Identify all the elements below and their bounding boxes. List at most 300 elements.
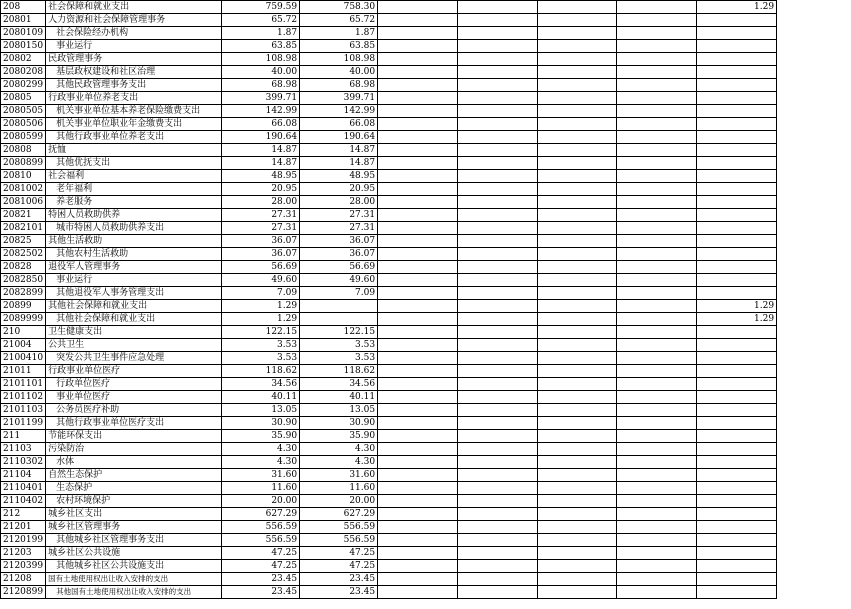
amount-cell[interactable] — [697, 534, 777, 547]
amount-cell[interactable]: 31.60 — [222, 469, 300, 482]
subject-code-cell[interactable]: 20805 — [1, 92, 46, 105]
amount-cell[interactable]: 36.07 — [222, 235, 300, 248]
amount-cell[interactable] — [458, 92, 538, 105]
amount-cell[interactable] — [458, 274, 538, 287]
amount-cell[interactable] — [538, 66, 617, 79]
amount-cell[interactable] — [378, 404, 458, 417]
amount-cell[interactable]: 40.00 — [222, 66, 300, 79]
amount-cell[interactable] — [697, 508, 777, 521]
amount-cell[interactable] — [458, 235, 538, 248]
subject-name-cell[interactable]: 公共卫生 — [46, 339, 222, 352]
amount-cell[interactable]: 23.45 — [222, 586, 300, 599]
amount-cell[interactable]: 758.30 — [300, 1, 378, 14]
amount-cell[interactable] — [378, 300, 458, 313]
amount-cell[interactable] — [378, 339, 458, 352]
amount-cell[interactable] — [697, 274, 777, 287]
amount-cell[interactable] — [538, 560, 617, 573]
amount-cell[interactable] — [617, 92, 697, 105]
amount-cell[interactable] — [697, 495, 777, 508]
subject-name-cell[interactable]: 公务员医疗补助 — [46, 404, 222, 417]
amount-cell[interactable] — [378, 105, 458, 118]
amount-cell[interactable] — [378, 1, 458, 14]
amount-cell[interactable] — [458, 261, 538, 274]
amount-cell[interactable] — [378, 40, 458, 53]
amount-cell[interactable]: 118.62 — [222, 365, 300, 378]
amount-cell[interactable] — [617, 547, 697, 560]
amount-cell[interactable] — [538, 131, 617, 144]
subject-code-cell[interactable]: 2120899 — [1, 586, 46, 599]
amount-cell[interactable] — [697, 261, 777, 274]
amount-cell[interactable] — [378, 365, 458, 378]
amount-cell[interactable] — [378, 456, 458, 469]
amount-cell[interactable] — [538, 482, 617, 495]
subject-code-cell[interactable]: 21103 — [1, 443, 46, 456]
amount-cell[interactable] — [378, 235, 458, 248]
subject-name-cell[interactable]: 其他城乡社区管理事务支出 — [46, 534, 222, 547]
amount-cell[interactable]: 48.95 — [300, 170, 378, 183]
amount-cell[interactable] — [538, 365, 617, 378]
subject-code-cell[interactable]: 2080505 — [1, 105, 46, 118]
subject-code-cell[interactable]: 2080150 — [1, 40, 46, 53]
subject-code-cell[interactable]: 21104 — [1, 469, 46, 482]
amount-cell[interactable] — [617, 53, 697, 66]
amount-cell[interactable]: 11.60 — [222, 482, 300, 495]
amount-cell[interactable] — [697, 560, 777, 573]
amount-cell[interactable] — [617, 170, 697, 183]
amount-cell[interactable]: 108.98 — [222, 53, 300, 66]
subject-code-cell[interactable]: 2080208 — [1, 66, 46, 79]
amount-cell[interactable] — [538, 586, 617, 599]
subject-name-cell[interactable]: 行政事业单位养老支出 — [46, 92, 222, 105]
amount-cell[interactable]: 7.09 — [300, 287, 378, 300]
amount-cell[interactable] — [378, 534, 458, 547]
subject-code-cell[interactable]: 2120399 — [1, 560, 46, 573]
amount-cell[interactable] — [458, 417, 538, 430]
subject-name-cell[interactable]: 其他行政事业单位医疗支出 — [46, 417, 222, 430]
amount-cell[interactable]: 56.69 — [222, 261, 300, 274]
amount-cell[interactable] — [458, 573, 538, 586]
amount-cell[interactable] — [617, 469, 697, 482]
subject-code-cell[interactable]: 2110302 — [1, 456, 46, 469]
amount-cell[interactable] — [378, 508, 458, 521]
amount-cell[interactable] — [697, 170, 777, 183]
amount-cell[interactable]: 30.90 — [222, 417, 300, 430]
subject-name-cell[interactable]: 其他行政事业单位养老支出 — [46, 131, 222, 144]
subject-code-cell[interactable]: 2082101 — [1, 222, 46, 235]
amount-cell[interactable]: 556.59 — [300, 521, 378, 534]
amount-cell[interactable] — [617, 157, 697, 170]
subject-name-cell[interactable]: 特困人员救助供养 — [46, 209, 222, 222]
subject-name-cell[interactable]: 机关事业单位职业年金缴费支出 — [46, 118, 222, 131]
amount-cell[interactable] — [617, 40, 697, 53]
amount-cell[interactable] — [697, 339, 777, 352]
amount-cell[interactable] — [538, 521, 617, 534]
amount-cell[interactable]: 68.98 — [222, 79, 300, 92]
amount-cell[interactable] — [458, 469, 538, 482]
amount-cell[interactable] — [458, 404, 538, 417]
amount-cell[interactable]: 142.99 — [300, 105, 378, 118]
subject-code-cell[interactable]: 21011 — [1, 365, 46, 378]
amount-cell[interactable] — [458, 183, 538, 196]
subject-name-cell[interactable]: 国有土地使用权出让收入安排的支出 — [46, 573, 222, 586]
amount-cell[interactable] — [617, 222, 697, 235]
amount-cell[interactable] — [458, 209, 538, 222]
amount-cell[interactable] — [378, 378, 458, 391]
subject-name-cell[interactable]: 其他社会保障和就业支出 — [46, 313, 222, 326]
subject-name-cell[interactable]: 农村环境保护 — [46, 495, 222, 508]
amount-cell[interactable]: 4.30 — [222, 443, 300, 456]
amount-cell[interactable] — [697, 456, 777, 469]
amount-cell[interactable]: 7.09 — [222, 287, 300, 300]
amount-cell[interactable]: 20.00 — [300, 495, 378, 508]
amount-cell[interactable] — [378, 14, 458, 27]
amount-cell[interactable] — [538, 92, 617, 105]
amount-cell[interactable] — [378, 27, 458, 40]
amount-cell[interactable]: 68.98 — [300, 79, 378, 92]
amount-cell[interactable]: 142.99 — [222, 105, 300, 118]
subject-code-cell[interactable]: 2080299 — [1, 79, 46, 92]
subject-code-cell[interactable]: 2101102 — [1, 391, 46, 404]
subject-name-cell[interactable]: 城乡社区管理事务 — [46, 521, 222, 534]
amount-cell[interactable] — [378, 560, 458, 573]
amount-cell[interactable] — [697, 365, 777, 378]
amount-cell[interactable] — [617, 365, 697, 378]
amount-cell[interactable] — [538, 53, 617, 66]
amount-cell[interactable] — [538, 157, 617, 170]
subject-code-cell[interactable]: 20821 — [1, 209, 46, 222]
amount-cell[interactable] — [538, 183, 617, 196]
subject-code-cell[interactable]: 21004 — [1, 339, 46, 352]
amount-cell[interactable] — [458, 27, 538, 40]
amount-cell[interactable]: 399.71 — [300, 92, 378, 105]
subject-code-cell[interactable]: 2101103 — [1, 404, 46, 417]
amount-cell[interactable] — [538, 326, 617, 339]
amount-cell[interactable] — [617, 495, 697, 508]
amount-cell[interactable]: 23.45 — [300, 586, 378, 599]
subject-name-cell[interactable]: 污染防治 — [46, 443, 222, 456]
amount-cell[interactable] — [697, 209, 777, 222]
amount-cell[interactable] — [538, 430, 617, 443]
amount-cell[interactable] — [697, 79, 777, 92]
amount-cell[interactable] — [378, 183, 458, 196]
amount-cell[interactable] — [538, 469, 617, 482]
amount-cell[interactable] — [458, 378, 538, 391]
amount-cell[interactable]: 28.00 — [222, 196, 300, 209]
amount-cell[interactable] — [458, 521, 538, 534]
amount-cell[interactable] — [697, 521, 777, 534]
amount-cell[interactable]: 36.07 — [300, 248, 378, 261]
amount-cell[interactable]: 190.64 — [222, 131, 300, 144]
amount-cell[interactable]: 1.29 — [222, 300, 300, 313]
amount-cell[interactable] — [538, 235, 617, 248]
amount-cell[interactable] — [378, 430, 458, 443]
amount-cell[interactable]: 3.53 — [300, 339, 378, 352]
amount-cell[interactable] — [697, 248, 777, 261]
amount-cell[interactable]: 399.71 — [222, 92, 300, 105]
subject-code-cell[interactable]: 2080899 — [1, 157, 46, 170]
subject-name-cell[interactable]: 其他农村生活救助 — [46, 248, 222, 261]
amount-cell[interactable] — [617, 144, 697, 157]
amount-cell[interactable] — [458, 222, 538, 235]
amount-cell[interactable] — [697, 586, 777, 599]
subject-code-cell[interactable]: 2101101 — [1, 378, 46, 391]
subject-name-cell[interactable]: 社会福利 — [46, 170, 222, 183]
amount-cell[interactable] — [458, 40, 538, 53]
subject-name-cell[interactable]: 事业运行 — [46, 40, 222, 53]
amount-cell[interactable] — [617, 560, 697, 573]
amount-cell[interactable] — [378, 547, 458, 560]
amount-cell[interactable] — [697, 66, 777, 79]
amount-cell[interactable] — [617, 378, 697, 391]
amount-cell[interactable] — [697, 183, 777, 196]
subject-name-cell[interactable]: 生态保护 — [46, 482, 222, 495]
subject-code-cell[interactable]: 20802 — [1, 53, 46, 66]
amount-cell[interactable] — [697, 547, 777, 560]
amount-cell[interactable] — [538, 118, 617, 131]
amount-cell[interactable]: 759.59 — [222, 1, 300, 14]
amount-cell[interactable]: 65.72 — [300, 14, 378, 27]
amount-cell[interactable] — [458, 547, 538, 560]
amount-cell[interactable]: 3.53 — [300, 352, 378, 365]
amount-cell[interactable] — [697, 196, 777, 209]
amount-cell[interactable]: 122.15 — [222, 326, 300, 339]
subject-code-cell[interactable]: 2081002 — [1, 183, 46, 196]
amount-cell[interactable] — [697, 404, 777, 417]
amount-cell[interactable] — [697, 53, 777, 66]
subject-name-cell[interactable]: 其他退役军人事务管理支出 — [46, 287, 222, 300]
amount-cell[interactable]: 13.05 — [222, 404, 300, 417]
amount-cell[interactable] — [458, 144, 538, 157]
amount-cell[interactable]: 556.59 — [300, 534, 378, 547]
subject-name-cell[interactable]: 机关事业单位基本养老保险缴费支出 — [46, 105, 222, 118]
subject-code-cell[interactable]: 212 — [1, 508, 46, 521]
amount-cell[interactable] — [697, 391, 777, 404]
subject-name-cell[interactable]: 其他生活救助 — [46, 235, 222, 248]
amount-cell[interactable] — [538, 313, 617, 326]
amount-cell[interactable] — [617, 1, 697, 14]
amount-cell[interactable]: 20.95 — [300, 183, 378, 196]
subject-code-cell[interactable]: 2082502 — [1, 248, 46, 261]
amount-cell[interactable] — [538, 547, 617, 560]
amount-cell[interactable]: 34.56 — [300, 378, 378, 391]
amount-cell[interactable] — [697, 352, 777, 365]
amount-cell[interactable] — [458, 365, 538, 378]
amount-cell[interactable] — [538, 274, 617, 287]
amount-cell[interactable] — [697, 417, 777, 430]
amount-cell[interactable] — [458, 14, 538, 27]
amount-cell[interactable] — [458, 170, 538, 183]
amount-cell[interactable]: 556.59 — [222, 534, 300, 547]
amount-cell[interactable] — [378, 521, 458, 534]
amount-cell[interactable]: 49.60 — [222, 274, 300, 287]
amount-cell[interactable] — [378, 92, 458, 105]
amount-cell[interactable] — [617, 534, 697, 547]
amount-cell[interactable] — [697, 40, 777, 53]
amount-cell[interactable]: 20.00 — [222, 495, 300, 508]
amount-cell[interactable] — [617, 27, 697, 40]
amount-cell[interactable] — [538, 248, 617, 261]
amount-cell[interactable] — [617, 326, 697, 339]
amount-cell[interactable] — [697, 430, 777, 443]
amount-cell[interactable] — [458, 157, 538, 170]
amount-cell[interactable] — [697, 482, 777, 495]
amount-cell[interactable]: 122.15 — [300, 326, 378, 339]
amount-cell[interactable] — [538, 170, 617, 183]
amount-cell[interactable]: 3.53 — [222, 352, 300, 365]
amount-cell[interactable] — [538, 79, 617, 92]
amount-cell[interactable] — [697, 222, 777, 235]
amount-cell[interactable]: 31.60 — [300, 469, 378, 482]
subject-code-cell[interactable]: 2080599 — [1, 131, 46, 144]
subject-name-cell[interactable]: 卫生健康支出 — [46, 326, 222, 339]
amount-cell[interactable]: 11.60 — [300, 482, 378, 495]
amount-cell[interactable] — [617, 586, 697, 599]
amount-cell[interactable] — [458, 300, 538, 313]
subject-code-cell[interactable]: 2100410 — [1, 352, 46, 365]
amount-cell[interactable]: 35.90 — [222, 430, 300, 443]
amount-cell[interactable] — [538, 222, 617, 235]
subject-code-cell[interactable]: 2082850 — [1, 274, 46, 287]
amount-cell[interactable]: 4.30 — [300, 443, 378, 456]
amount-cell[interactable] — [378, 118, 458, 131]
amount-cell[interactable] — [538, 391, 617, 404]
amount-cell[interactable] — [697, 157, 777, 170]
amount-cell[interactable]: 627.29 — [300, 508, 378, 521]
subject-code-cell[interactable]: 20899 — [1, 300, 46, 313]
amount-cell[interactable]: 27.31 — [300, 222, 378, 235]
amount-cell[interactable]: 36.07 — [222, 248, 300, 261]
amount-cell[interactable] — [458, 105, 538, 118]
subject-name-cell[interactable]: 其他民政管理事务支出 — [46, 79, 222, 92]
amount-cell[interactable]: 48.95 — [222, 170, 300, 183]
amount-cell[interactable]: 20.95 — [222, 183, 300, 196]
amount-cell[interactable] — [697, 235, 777, 248]
amount-cell[interactable] — [458, 391, 538, 404]
subject-name-cell[interactable]: 城市特困人员救助供养支出 — [46, 222, 222, 235]
amount-cell[interactable] — [458, 482, 538, 495]
amount-cell[interactable]: 56.69 — [300, 261, 378, 274]
amount-cell[interactable] — [617, 131, 697, 144]
amount-cell[interactable] — [538, 196, 617, 209]
amount-cell[interactable] — [378, 66, 458, 79]
amount-cell[interactable] — [378, 326, 458, 339]
amount-cell[interactable] — [617, 287, 697, 300]
amount-cell[interactable] — [538, 378, 617, 391]
subject-name-cell[interactable]: 其他国有土地使用权出让收入安排的支出 — [46, 586, 222, 599]
amount-cell[interactable]: 1.29 — [697, 313, 777, 326]
amount-cell[interactable]: 40.11 — [222, 391, 300, 404]
amount-cell[interactable] — [617, 456, 697, 469]
subject-name-cell[interactable]: 行政事业单位医疗 — [46, 365, 222, 378]
amount-cell[interactable]: 23.45 — [222, 573, 300, 586]
amount-cell[interactable] — [617, 209, 697, 222]
subject-code-cell[interactable]: 2120199 — [1, 534, 46, 547]
amount-cell[interactable] — [697, 144, 777, 157]
amount-cell[interactable] — [538, 209, 617, 222]
amount-cell[interactable] — [617, 443, 697, 456]
amount-cell[interactable] — [538, 573, 617, 586]
amount-cell[interactable] — [378, 222, 458, 235]
subject-code-cell[interactable]: 2080109 — [1, 27, 46, 40]
amount-cell[interactable] — [300, 313, 378, 326]
amount-cell[interactable] — [697, 378, 777, 391]
amount-cell[interactable] — [458, 352, 538, 365]
amount-cell[interactable] — [378, 144, 458, 157]
amount-cell[interactable]: 65.72 — [222, 14, 300, 27]
amount-cell[interactable]: 34.56 — [222, 378, 300, 391]
subject-code-cell[interactable]: 20825 — [1, 235, 46, 248]
amount-cell[interactable] — [697, 573, 777, 586]
amount-cell[interactable] — [617, 248, 697, 261]
subject-name-cell[interactable]: 自然生态保护 — [46, 469, 222, 482]
amount-cell[interactable]: 1.29 — [697, 300, 777, 313]
amount-cell[interactable] — [458, 586, 538, 599]
amount-cell[interactable] — [378, 79, 458, 92]
amount-cell[interactable]: 47.25 — [300, 547, 378, 560]
subject-code-cell[interactable]: 21208 — [1, 573, 46, 586]
amount-cell[interactable]: 40.00 — [300, 66, 378, 79]
amount-cell[interactable] — [458, 430, 538, 443]
amount-cell[interactable] — [458, 495, 538, 508]
amount-cell[interactable]: 4.30 — [222, 456, 300, 469]
amount-cell[interactable] — [617, 573, 697, 586]
amount-cell[interactable] — [617, 313, 697, 326]
amount-cell[interactable]: 36.07 — [300, 235, 378, 248]
amount-cell[interactable]: 40.11 — [300, 391, 378, 404]
amount-cell[interactable] — [617, 417, 697, 430]
amount-cell[interactable] — [697, 105, 777, 118]
amount-cell[interactable] — [538, 417, 617, 430]
subject-name-cell[interactable]: 行政单位医疗 — [46, 378, 222, 391]
subject-name-cell[interactable]: 社会保障和就业支出 — [46, 1, 222, 14]
subject-code-cell[interactable]: 20801 — [1, 14, 46, 27]
amount-cell[interactable] — [538, 261, 617, 274]
amount-cell[interactable] — [378, 170, 458, 183]
amount-cell[interactable]: 28.00 — [300, 196, 378, 209]
amount-cell[interactable] — [378, 248, 458, 261]
amount-cell[interactable]: 49.60 — [300, 274, 378, 287]
amount-cell[interactable]: 14.87 — [300, 144, 378, 157]
subject-name-cell[interactable]: 人力资源和社会保障管理事务 — [46, 14, 222, 27]
amount-cell[interactable]: 47.25 — [222, 547, 300, 560]
amount-cell[interactable] — [458, 248, 538, 261]
amount-cell[interactable] — [538, 339, 617, 352]
amount-cell[interactable]: 35.90 — [300, 430, 378, 443]
amount-cell[interactable] — [378, 482, 458, 495]
amount-cell[interactable]: 1.87 — [300, 27, 378, 40]
subject-name-cell[interactable]: 社会保险经办机构 — [46, 27, 222, 40]
amount-cell[interactable] — [617, 79, 697, 92]
subject-code-cell[interactable]: 210 — [1, 326, 46, 339]
amount-cell[interactable] — [538, 287, 617, 300]
amount-cell[interactable]: 27.31 — [300, 209, 378, 222]
subject-code-cell[interactable]: 21203 — [1, 547, 46, 560]
amount-cell[interactable] — [538, 352, 617, 365]
amount-cell[interactable] — [617, 105, 697, 118]
subject-name-cell[interactable]: 其他优抚支出 — [46, 157, 222, 170]
amount-cell[interactable] — [458, 456, 538, 469]
amount-cell[interactable]: 14.87 — [222, 144, 300, 157]
amount-cell[interactable] — [378, 196, 458, 209]
amount-cell[interactable] — [538, 1, 617, 14]
amount-cell[interactable] — [617, 521, 697, 534]
amount-cell[interactable] — [617, 118, 697, 131]
subject-name-cell[interactable]: 老年福利 — [46, 183, 222, 196]
amount-cell[interactable]: 47.25 — [300, 560, 378, 573]
subject-code-cell[interactable]: 20810 — [1, 170, 46, 183]
subject-name-cell[interactable]: 突发公共卫生事件应急处理 — [46, 352, 222, 365]
amount-cell[interactable] — [378, 391, 458, 404]
